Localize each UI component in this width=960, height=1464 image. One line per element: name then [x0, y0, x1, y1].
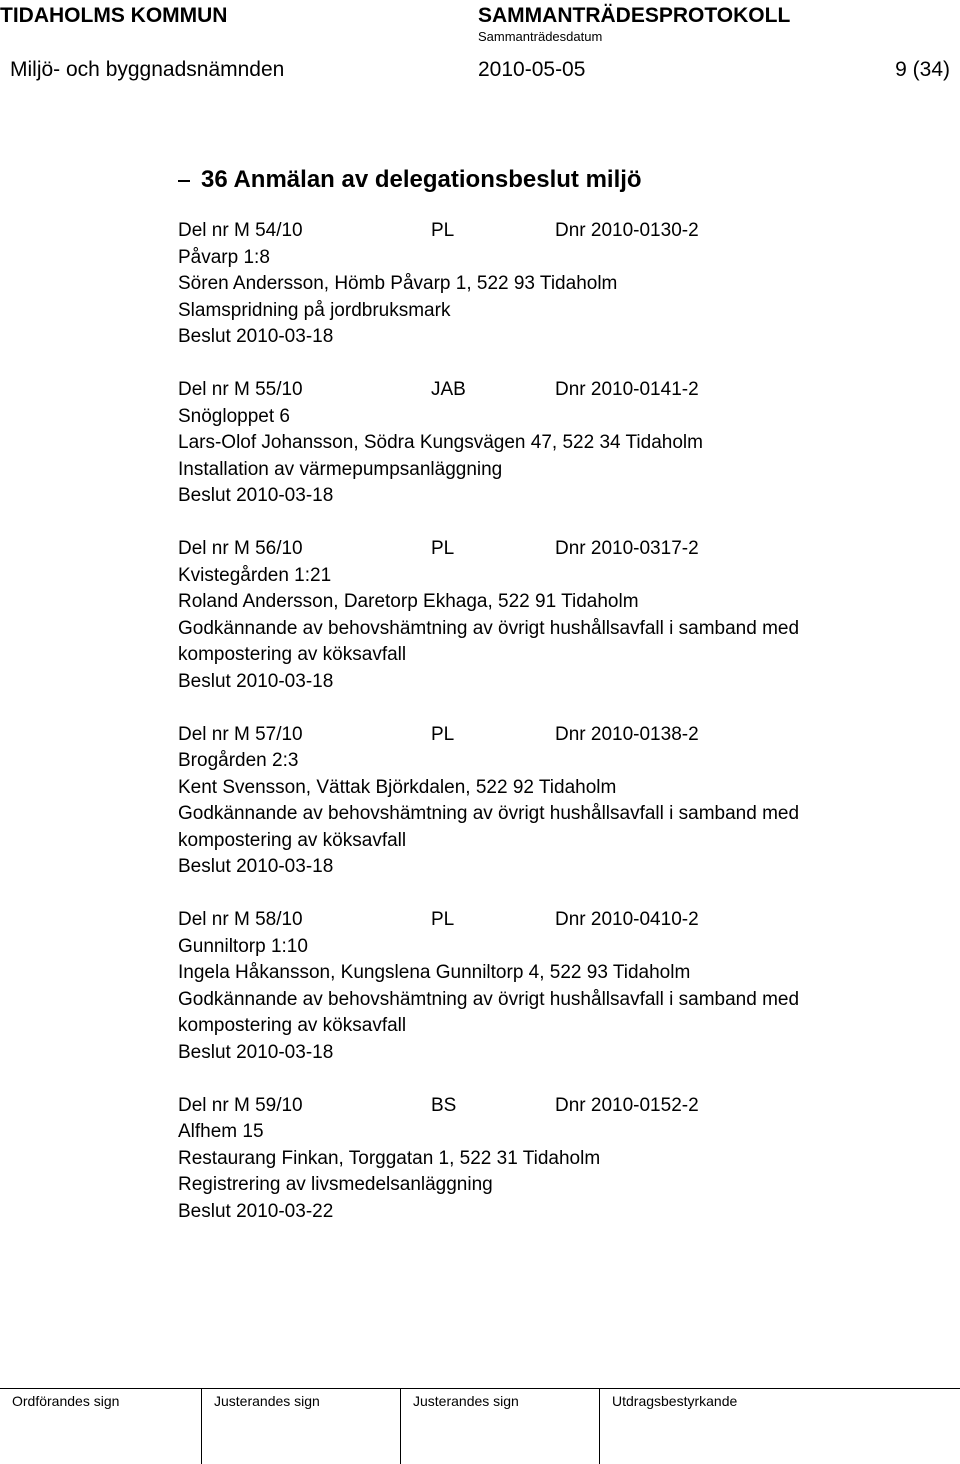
entry-reference-row [178, 722, 948, 749]
entry-reference-row [178, 377, 948, 404]
entry-detail-line: Beslut 2010-03-18 [178, 856, 334, 878]
decision-entry [178, 536, 948, 696]
entry-detail-line: Godkännande av behovshämtning av övrigt hushållsavfall i samband med [178, 988, 800, 1010]
case-number: Dnr 2010-0130-2 [555, 220, 699, 241]
meeting-date: 2010-05-05 [478, 58, 586, 81]
entry-detail-line: Sören Andersson, Hömb Påvarp 1, 522 93 Tidaholm [178, 273, 618, 295]
organization-name: TIDAHOLMS KOMMUN [0, 4, 228, 27]
signature-label: Justerandes sign [413, 1393, 519, 1409]
case-number: Dnr 2010-0138-2 [555, 723, 699, 745]
signature-box-adjuster-2 [400, 1388, 599, 1464]
entry-detail-line: Brogården 2:3 [178, 750, 299, 772]
document-type: SAMMANTRÄDESPROTOKOLL [478, 4, 791, 27]
decision-entry [178, 218, 948, 351]
entry-detail-line: Roland Andersson, Daretorp Ekhaga, 522 91 Tidaholm [178, 591, 639, 613]
entry-detail-line: Slamspridning på jordbruksmark [178, 299, 451, 321]
decision-entry [178, 1093, 948, 1226]
officer-initials: JAB [431, 378, 466, 400]
case-number: Dnr 2010-0410-2 [555, 909, 699, 931]
entry-detail-line: Kvistegården 1:21 [178, 564, 332, 586]
entry-reference-row [178, 907, 948, 934]
entry-detail-line: kompostering av köksavfall [178, 644, 407, 666]
entry-reference-row [178, 536, 948, 563]
entry-detail-line: Alfhem 15 [178, 1121, 264, 1143]
entry-detail-line: Beslut 2010-03-18 [178, 670, 334, 692]
case-number: Dnr 2010-0152-2 [555, 1094, 699, 1116]
delegation-number: Del nr M 59/10 [178, 1094, 303, 1116]
signature-label: Utdragsbestyrkande [612, 1393, 738, 1409]
entry-detail-line: kompostering av köksavfall [178, 829, 407, 851]
officer-initials: PL [431, 909, 455, 931]
decision-entry [178, 722, 948, 882]
entry-detail-line: Kent Svensson, Vättak Björkdalen, 522 92 Tidaholm [178, 776, 617, 798]
signature-box-adjuster-1 [201, 1388, 400, 1464]
entry-detail-line: Installation av värmepumpsanläggning [178, 458, 503, 480]
delegation-decision-list [178, 218, 948, 1252]
entry-detail-line: Snögloppet 6 [178, 405, 290, 427]
signature-label: Justerandes sign [214, 1393, 320, 1409]
delegation-number: Del nr M 58/10 [178, 909, 303, 931]
signature-label: Ordförandes sign [12, 1393, 120, 1409]
entry-detail-line: Gunniltorp 1:10 [178, 935, 308, 957]
entry-detail-line: Godkännande av behovshämtning av övrigt hushållsavfall i samband med [178, 617, 800, 639]
entry-detail-line: Registrering av livsmedelsanläggning [178, 1174, 493, 1196]
section-title [178, 166, 642, 194]
delegation-number: Del nr M 54/10 [178, 220, 303, 241]
delegation-number: Del nr M 56/10 [178, 537, 303, 559]
entry-detail-line: Lars-Olof Johansson, Södra Kungsvägen 47, 522 34 Tidaholm [178, 432, 703, 454]
entry-detail-line: Beslut 2010-03-18 [178, 326, 334, 348]
entry-detail-line: Påvarp 1:8 [178, 246, 270, 268]
section-title-text: 36 Anmälan av delegationsbeslut miljö [201, 166, 642, 193]
entry-detail-line: Godkännande av behovshämtning av övrigt hushållsavfall i samband med [178, 803, 800, 825]
entry-detail-line: kompostering av köksavfall [178, 1015, 407, 1037]
signature-box-chair [0, 1388, 201, 1464]
entry-detail-line: Beslut 2010-03-22 [178, 1201, 334, 1222]
decision-entry [178, 907, 948, 1067]
entry-detail-line: Ingela Håkansson, Kungslena Gunniltorp 4, 522 93 Tidaholm [178, 962, 691, 984]
entry-detail-line: Beslut 2010-03-18 [178, 485, 334, 507]
decision-entry [178, 377, 948, 510]
case-number: Dnr 2010-0141-2 [555, 378, 699, 400]
page-number: 9 (34) [895, 58, 950, 81]
delegation-number: Del nr M 57/10 [178, 723, 303, 745]
committee-name: Miljö- och byggnadsnämnden [10, 58, 285, 81]
officer-initials: PL [431, 537, 455, 559]
signature-box-certification [599, 1388, 960, 1464]
signature-footer [0, 1388, 960, 1464]
case-number: Dnr 2010-0317-2 [555, 537, 699, 559]
title-dash [178, 180, 190, 182]
officer-initials: PL [431, 220, 455, 241]
officer-initials: BS [431, 1094, 457, 1116]
meeting-date-label: Sammanträdesdatum [478, 29, 603, 44]
entry-reference-row [178, 218, 948, 245]
entry-detail-line: Restaurang Finkan, Torggatan 1, 522 31 Tidaholm [178, 1147, 601, 1169]
delegation-number: Del nr M 55/10 [178, 378, 303, 400]
entry-detail-line: Beslut 2010-03-18 [178, 1042, 334, 1064]
officer-initials: PL [431, 723, 455, 745]
entry-reference-row [178, 1093, 948, 1120]
